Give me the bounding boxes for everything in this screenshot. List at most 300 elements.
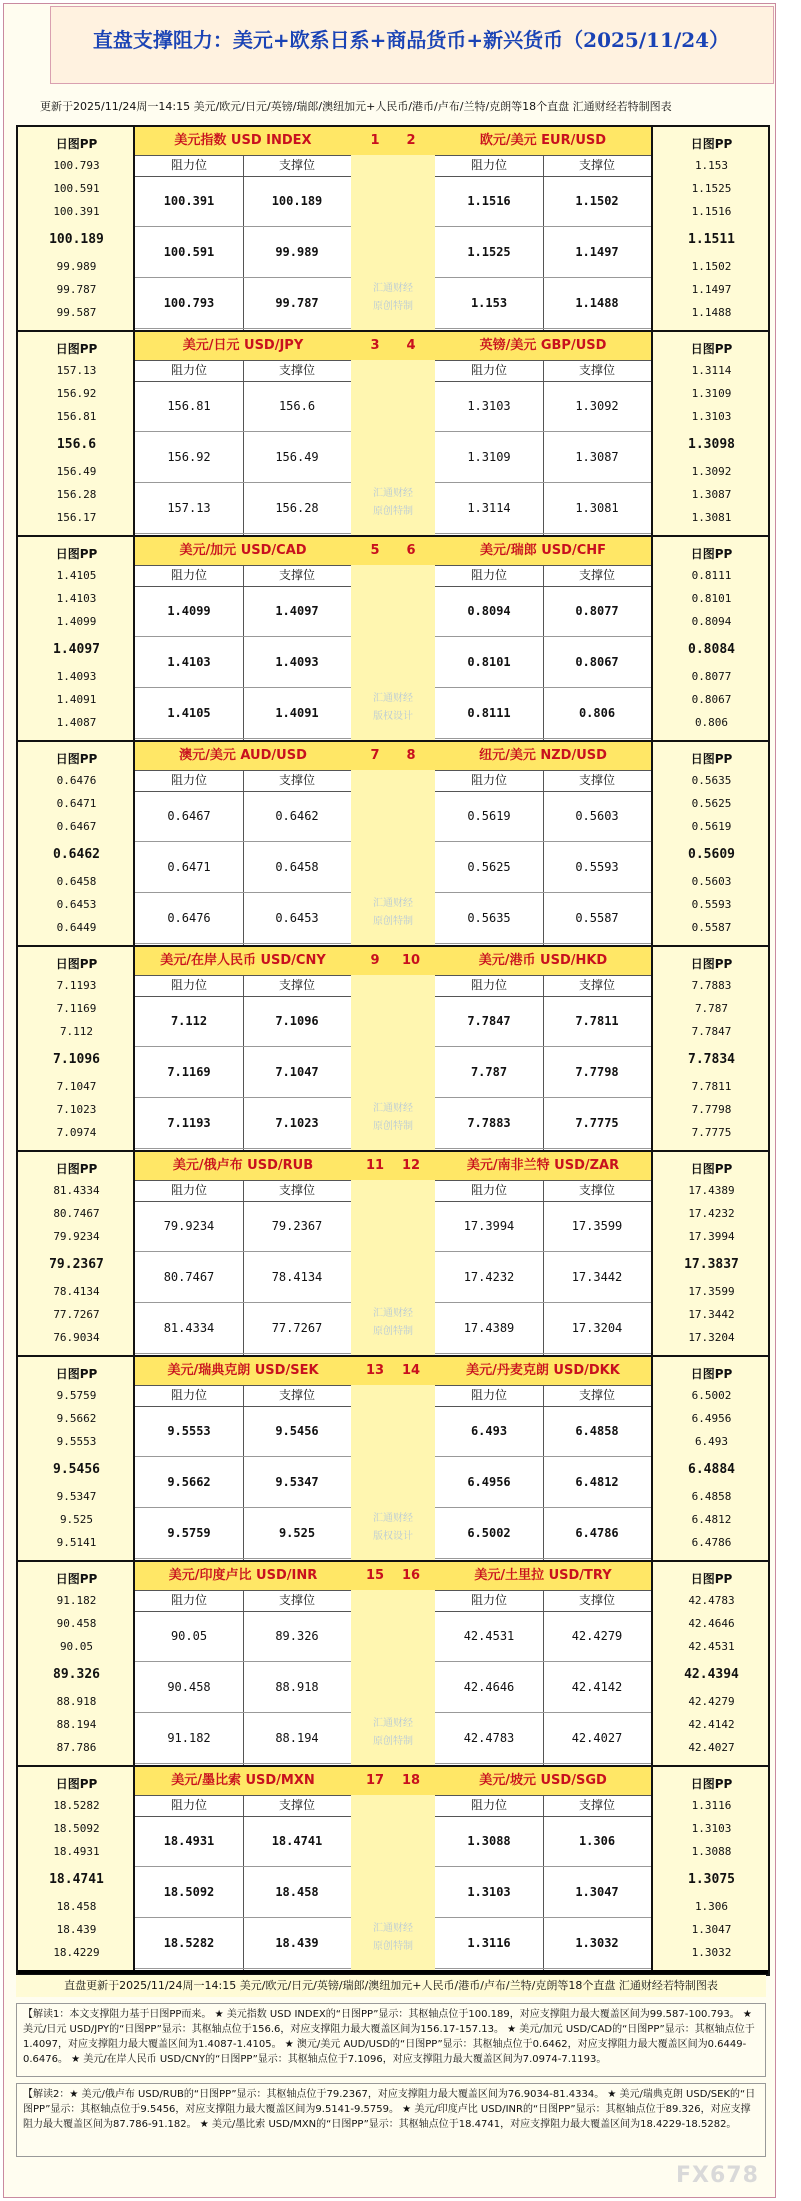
support-value: 1.3081 bbox=[543, 484, 651, 534]
left-pp-column bbox=[18, 1152, 135, 1355]
pp-level-value: 9.5141 bbox=[56, 1536, 97, 1549]
footer-band: 直盘更新于2025/11/24周一14:15 美元/欧元/日元/英镑/瑞郎/澳纽加元+人民币/港币/卢布/兰特/克朗等18个直盘 汇通财经若特制图表 bbox=[16, 1975, 766, 1997]
watermark-line: 汇通财经 bbox=[373, 693, 413, 704]
right-pair-box bbox=[435, 1152, 651, 1355]
resistance-value: 0.6476 bbox=[135, 894, 243, 944]
note-2: 【解读2：★ 美元/俄卢布 USD/RUB的“日图PP”显示：其枢轴点位于79.2367，对应支撑阻力最大覆盖区间为76.9034-81.4334。 ★ 美元/瑞典克朗 USD/SEK的“日图PP”显示：其枢轴点位于9.5456，对应支撑阻力最大覆盖区间为9.5141-9.5759。 ★ 美元/印度卢比 USD/INR的“日图PP”显示：其枢轴点位于89.326，对应支撑阻力最大覆盖区间为87.786-91.182。 ★ 美元/墨比索 USD/MXN的“日图PP”显示：其枢轴点位于18.4741，对应支撑阻力最大覆盖区间为18.4229-18.5282。 bbox=[16, 2083, 766, 2157]
support-header: 支撑位 bbox=[543, 565, 651, 587]
pp-pivot-value: 0.6462 bbox=[53, 847, 100, 862]
resistance-value: 17.4389 bbox=[435, 1304, 543, 1354]
pp-level-value: 157.13 bbox=[56, 364, 97, 377]
pair-name: 美元/日元 USD/JPY bbox=[135, 332, 351, 361]
support-value: 7.7798 bbox=[543, 1048, 651, 1098]
left-pp-column bbox=[18, 947, 135, 1150]
resistance-value: 7.112 bbox=[135, 997, 243, 1047]
pp-label: 日图PP bbox=[690, 342, 733, 356]
pair-name: 美元/土里拉 USD/TRY bbox=[435, 1562, 651, 1591]
support-value: 42.4027 bbox=[543, 1714, 651, 1764]
pp-level-value: 0.6453 bbox=[56, 898, 97, 911]
support-value: 1.306 bbox=[543, 1817, 651, 1867]
right-pair-box bbox=[435, 742, 651, 945]
pp-level-value: 1.3116 bbox=[691, 1799, 732, 1812]
resistance-value: 6.4956 bbox=[435, 1458, 543, 1508]
pp-level-value: 79.9234 bbox=[53, 1230, 100, 1243]
pp-level-value: 1.3114 bbox=[691, 364, 732, 377]
support-value: 0.5587 bbox=[543, 894, 651, 944]
pp-level-value: 0.5587 bbox=[691, 921, 732, 934]
watermark-line: 原创特制 bbox=[373, 1121, 413, 1132]
resistance-value: 0.6471 bbox=[135, 843, 243, 893]
resistance-header: 阻力位 bbox=[435, 770, 543, 792]
resistance-value: 90.05 bbox=[135, 1612, 243, 1662]
support-value: 1.3047 bbox=[543, 1868, 651, 1918]
watermark-line: 汇通财经 bbox=[373, 283, 413, 294]
pp-pivot-value: 7.7834 bbox=[688, 1052, 735, 1067]
pair-name: 澳元/美元 AUD/USD bbox=[135, 742, 351, 771]
right-pair-box bbox=[435, 537, 651, 740]
resistance-value: 1.3116 bbox=[435, 1919, 543, 1969]
support-value: 18.4741 bbox=[243, 1817, 351, 1867]
pair-numbers bbox=[351, 332, 435, 360]
pp-pivot-value: 1.4097 bbox=[53, 642, 100, 657]
resistance-value: 7.7847 bbox=[435, 997, 543, 1047]
pp-level-value: 42.4783 bbox=[688, 1594, 735, 1607]
left-pair-box bbox=[135, 537, 351, 740]
resistance-value: 42.4531 bbox=[435, 1612, 543, 1662]
pair-name: 美元/坡元 USD/SGD bbox=[435, 1767, 651, 1796]
pair-number-right: 12 bbox=[401, 1158, 421, 1173]
pp-label: 日图PP bbox=[690, 137, 733, 151]
pp-level-value: 18.4931 bbox=[53, 1845, 100, 1858]
center-column bbox=[351, 1767, 435, 1970]
pp-level-value: 0.6471 bbox=[56, 797, 97, 810]
support-header: 支撑位 bbox=[543, 1180, 651, 1202]
resistance-header: 阻力位 bbox=[435, 565, 543, 587]
pp-level-value: 0.806 bbox=[694, 716, 729, 729]
support-value: 1.1497 bbox=[543, 228, 651, 278]
resistance-value: 81.4334 bbox=[135, 1304, 243, 1354]
resistance-header: 阻力位 bbox=[135, 975, 243, 997]
left-pp-column bbox=[18, 537, 135, 740]
resistance-value: 1.153 bbox=[435, 279, 543, 329]
pp-level-value: 6.4812 bbox=[691, 1513, 732, 1526]
resistance-value: 80.7467 bbox=[135, 1253, 243, 1303]
pp-pivot-value: 1.3075 bbox=[688, 1872, 735, 1887]
fx678-logo: FX678 bbox=[676, 2163, 759, 2188]
resistance-header: 阻力位 bbox=[135, 360, 243, 382]
resistance-value: 9.5662 bbox=[135, 1458, 243, 1508]
pair-number-left: 5 bbox=[370, 543, 380, 558]
pp-level-value: 0.6467 bbox=[56, 820, 97, 833]
resistance-value: 91.182 bbox=[135, 1714, 243, 1764]
support-value: 0.6458 bbox=[243, 843, 351, 893]
pp-level-value: 1.4091 bbox=[56, 693, 97, 706]
resistance-value: 9.5759 bbox=[135, 1509, 243, 1559]
resistance-header: 阻力位 bbox=[435, 975, 543, 997]
watermark-line: 汇通财经 bbox=[373, 1718, 413, 1729]
pp-level-value: 156.92 bbox=[56, 387, 97, 400]
support-value: 6.4812 bbox=[543, 1458, 651, 1508]
support-value: 1.4093 bbox=[243, 638, 351, 688]
pair-name: 英镑/美元 GBP/USD bbox=[435, 332, 651, 361]
support-value: 1.4091 bbox=[243, 689, 351, 739]
support-value: 79.2367 bbox=[243, 1202, 351, 1252]
pp-level-value: 7.787 bbox=[694, 1002, 729, 1015]
pair-block bbox=[18, 742, 768, 945]
pp-level-value: 0.5603 bbox=[691, 875, 732, 888]
pp-pivot-value: 89.326 bbox=[53, 1667, 100, 1682]
right-pp-column bbox=[651, 1152, 768, 1355]
pair-numbers bbox=[351, 537, 435, 565]
pp-level-value: 7.1047 bbox=[56, 1080, 97, 1093]
support-value: 0.5603 bbox=[543, 792, 651, 842]
pp-level-value: 1.3047 bbox=[691, 1923, 732, 1936]
support-value: 17.3599 bbox=[543, 1202, 651, 1252]
pp-level-value: 90.05 bbox=[59, 1640, 94, 1653]
right-pp-column bbox=[651, 332, 768, 535]
pp-level-value: 1.3109 bbox=[691, 387, 732, 400]
pp-pivot-value: 79.2367 bbox=[49, 1257, 104, 1272]
support-value: 18.458 bbox=[243, 1868, 351, 1918]
resistance-value: 1.3103 bbox=[435, 1868, 543, 1918]
pp-level-value: 80.7467 bbox=[53, 1207, 100, 1220]
pp-level-value: 42.4646 bbox=[688, 1617, 735, 1630]
resistance-value: 1.1525 bbox=[435, 228, 543, 278]
pair-number-left: 9 bbox=[370, 953, 380, 968]
resistance-value: 6.5002 bbox=[435, 1509, 543, 1559]
pp-level-value: 7.1193 bbox=[56, 979, 97, 992]
pp-label: 日图PP bbox=[690, 1572, 733, 1586]
support-value: 77.7267 bbox=[243, 1304, 351, 1354]
pair-name: 美元指数 USD INDEX bbox=[135, 127, 351, 156]
pair-numbers bbox=[351, 1767, 435, 1795]
pp-pivot-value: 17.3837 bbox=[684, 1257, 739, 1272]
support-value: 17.3442 bbox=[543, 1253, 651, 1303]
resistance-header: 阻力位 bbox=[135, 565, 243, 587]
pp-level-value: 6.4956 bbox=[691, 1412, 732, 1425]
pp-level-value: 18.439 bbox=[56, 1923, 97, 1936]
pp-label: 日图PP bbox=[55, 957, 98, 971]
pp-label: 日图PP bbox=[55, 547, 98, 561]
pp-level-value: 6.4786 bbox=[691, 1536, 732, 1549]
pp-level-value: 156.28 bbox=[56, 488, 97, 501]
pp-label: 日图PP bbox=[55, 1572, 98, 1586]
resistance-value: 156.92 bbox=[135, 433, 243, 483]
support-value: 7.7775 bbox=[543, 1099, 651, 1149]
support-value: 88.918 bbox=[243, 1663, 351, 1713]
resistance-value: 1.4103 bbox=[135, 638, 243, 688]
pp-level-value: 1.4105 bbox=[56, 569, 97, 582]
right-pair-box bbox=[435, 127, 651, 330]
pair-number-right: 6 bbox=[406, 543, 416, 558]
right-pair-box bbox=[435, 1767, 651, 1970]
support-value: 1.3032 bbox=[543, 1919, 651, 1969]
resistance-header: 阻力位 bbox=[135, 1795, 243, 1817]
pp-label: 日图PP bbox=[690, 752, 733, 766]
pp-pivot-value: 100.189 bbox=[49, 232, 104, 247]
pp-level-value: 1.1502 bbox=[691, 260, 732, 273]
pp-pivot-value: 0.8084 bbox=[688, 642, 735, 657]
support-header: 支撑位 bbox=[243, 1590, 351, 1612]
resistance-value: 1.3103 bbox=[435, 382, 543, 432]
pp-level-value: 76.9034 bbox=[53, 1331, 100, 1344]
pp-level-value: 1.1525 bbox=[691, 182, 732, 195]
support-header: 支撑位 bbox=[243, 1385, 351, 1407]
pp-level-value: 0.5635 bbox=[691, 774, 732, 787]
watermark-line: 原创特制 bbox=[373, 1326, 413, 1337]
pp-level-value: 99.787 bbox=[56, 283, 97, 296]
pp-level-value: 7.1169 bbox=[56, 1002, 97, 1015]
pp-pivot-value: 156.6 bbox=[56, 437, 97, 452]
support-value: 156.28 bbox=[243, 484, 351, 534]
pp-level-value: 7.112 bbox=[59, 1025, 94, 1038]
pp-level-value: 9.5662 bbox=[56, 1412, 97, 1425]
resistance-value: 0.8094 bbox=[435, 587, 543, 637]
support-value: 99.787 bbox=[243, 279, 351, 329]
pp-level-value: 17.4389 bbox=[688, 1184, 735, 1197]
pp-level-value: 42.4027 bbox=[688, 1741, 735, 1754]
support-header: 支撑位 bbox=[243, 565, 351, 587]
pp-level-value: 17.3442 bbox=[688, 1308, 735, 1321]
pair-number-left: 1 bbox=[370, 133, 380, 148]
pp-label: 日图PP bbox=[690, 957, 733, 971]
pp-level-value: 9.5553 bbox=[56, 1435, 97, 1448]
pp-level-value: 156.17 bbox=[56, 511, 97, 524]
pair-number-left: 7 bbox=[370, 748, 380, 763]
pp-level-value: 7.7775 bbox=[691, 1126, 732, 1139]
pp-level-value: 78.4134 bbox=[53, 1285, 100, 1298]
resistance-value: 0.8101 bbox=[435, 638, 543, 688]
pp-level-value: 1.3092 bbox=[691, 465, 732, 478]
support-header: 支撑位 bbox=[543, 360, 651, 382]
resistance-header: 阻力位 bbox=[135, 155, 243, 177]
pp-level-value: 9.525 bbox=[59, 1513, 94, 1526]
pair-block bbox=[18, 1767, 768, 1970]
right-pair-box bbox=[435, 332, 651, 535]
center-column bbox=[351, 537, 435, 740]
pair-name: 美元/港币 USD/HKD bbox=[435, 947, 651, 976]
left-pair-box bbox=[135, 1767, 351, 1970]
resistance-value: 17.4232 bbox=[435, 1253, 543, 1303]
pp-level-value: 100.793 bbox=[53, 159, 100, 172]
pp-label: 日图PP bbox=[690, 547, 733, 561]
resistance-value: 0.5625 bbox=[435, 843, 543, 893]
support-value: 100.189 bbox=[243, 177, 351, 227]
resistance-value: 7.1169 bbox=[135, 1048, 243, 1098]
pp-level-value: 100.391 bbox=[53, 205, 100, 218]
pp-level-value: 0.8077 bbox=[691, 670, 732, 683]
center-column bbox=[351, 332, 435, 535]
left-pp-column bbox=[18, 742, 135, 945]
pp-level-value: 88.194 bbox=[56, 1718, 97, 1731]
support-header: 支撑位 bbox=[243, 1795, 351, 1817]
left-pp-column bbox=[18, 1357, 135, 1560]
support-value: 0.8077 bbox=[543, 587, 651, 637]
resistance-value: 18.5282 bbox=[135, 1919, 243, 1969]
pp-level-value: 0.5619 bbox=[691, 820, 732, 833]
pp-label: 日图PP bbox=[690, 1367, 733, 1381]
resistance-value: 7.787 bbox=[435, 1048, 543, 1098]
support-value: 1.3092 bbox=[543, 382, 651, 432]
center-column bbox=[351, 947, 435, 1150]
left-pair-box bbox=[135, 332, 351, 535]
pp-pivot-value: 0.5609 bbox=[688, 847, 735, 862]
pair-block bbox=[18, 1152, 768, 1355]
support-header: 支撑位 bbox=[543, 155, 651, 177]
center-column bbox=[351, 742, 435, 945]
pair-number-left: 17 bbox=[365, 1773, 385, 1788]
pp-level-value: 1.3103 bbox=[691, 410, 732, 423]
pp-level-value: 1.1516 bbox=[691, 205, 732, 218]
resistance-value: 18.5092 bbox=[135, 1868, 243, 1918]
resistance-value: 79.9234 bbox=[135, 1202, 243, 1252]
pp-level-value: 1.4099 bbox=[56, 615, 97, 628]
pp-level-value: 6.4858 bbox=[691, 1490, 732, 1503]
pp-level-value: 1.1497 bbox=[691, 283, 732, 296]
pp-level-value: 42.4142 bbox=[688, 1718, 735, 1731]
pair-name: 纽元/美元 NZD/USD bbox=[435, 742, 651, 771]
pp-level-value: 17.3204 bbox=[688, 1331, 735, 1344]
resistance-value: 156.81 bbox=[135, 382, 243, 432]
watermark-line: 原创特制 bbox=[373, 1736, 413, 1747]
left-pair-box bbox=[135, 1152, 351, 1355]
right-pair-box bbox=[435, 947, 651, 1150]
right-pair-box bbox=[435, 1562, 651, 1765]
support-value: 9.5347 bbox=[243, 1458, 351, 1508]
support-value: 1.3087 bbox=[543, 433, 651, 483]
pp-level-value: 17.4232 bbox=[688, 1207, 735, 1220]
pair-name: 美元/加元 USD/CAD bbox=[135, 537, 351, 566]
pp-level-value: 0.8111 bbox=[691, 569, 732, 582]
pp-label: 日图PP bbox=[55, 1367, 98, 1381]
pair-name: 美元/丹麦克朗 USD/DKK bbox=[435, 1357, 651, 1386]
pair-block bbox=[18, 332, 768, 535]
support-value: 6.4858 bbox=[543, 1407, 651, 1457]
left-pair-box bbox=[135, 1357, 351, 1560]
resistance-header: 阻力位 bbox=[435, 1795, 543, 1817]
resistance-header: 阻力位 bbox=[135, 770, 243, 792]
support-header: 支撑位 bbox=[243, 975, 351, 997]
note-1: 【解读1：本文支撑阻力基于日图PP而来。 ★ 美元指数 USD INDEX的“日图PP”显示：其枢轴点位于100.189，对应支撑阻力最大覆盖区间为99.587-100.793。 ★ 美元/日元 USD/JPY的“日图PP”显示：其枢轴点位于156.6，对应支撑阻力最大覆盖区间为156.17-157.13。 ★ 美元/加元 USD/CAD的“日图PP”显示：其枢轴点位于1.4097，对应支撑阻力最大覆盖区间为1.4087-1.4105。 ★ 澳元/美元 AUD/USD的“日图PP”显示：其枢轴点位于0.6462，对应支撑阻力最大覆盖区间为0.6449-0.6476。 ★ 美元/在岸人民币 USD/CNY的“日图PP”显示：其枢轴点位于7.1096，对应支撑阻力最大覆盖区间为7.0974-7.1193。 bbox=[16, 2003, 766, 2077]
left-pair-box bbox=[135, 947, 351, 1150]
left-pp-column bbox=[18, 1767, 135, 1970]
pair-number-right: 18 bbox=[401, 1773, 421, 1788]
pair-numbers bbox=[351, 947, 435, 975]
pp-label: 日图PP bbox=[55, 1162, 98, 1176]
pair-name: 美元/在岸人民币 USD/CNY bbox=[135, 947, 351, 976]
pp-level-value: 1.3087 bbox=[691, 488, 732, 501]
pp-level-value: 156.81 bbox=[56, 410, 97, 423]
watermark-line: 原创特制 bbox=[373, 506, 413, 517]
watermark-line: 原创特制 bbox=[373, 916, 413, 927]
pair-block bbox=[18, 537, 768, 740]
right-pp-column bbox=[651, 537, 768, 740]
resistance-value: 157.13 bbox=[135, 484, 243, 534]
pp-level-value: 7.0974 bbox=[56, 1126, 97, 1139]
pp-level-value: 17.3599 bbox=[688, 1285, 735, 1298]
support-value: 0.5593 bbox=[543, 843, 651, 893]
resistance-header: 阻力位 bbox=[435, 1180, 543, 1202]
center-column bbox=[351, 1562, 435, 1765]
page-title: 直盘支撑阻力：美元+欧系日系+商品货币+新兴货币（2025/11/24） bbox=[92, 28, 730, 52]
pp-pivot-value: 42.4394 bbox=[684, 1667, 739, 1682]
left-pair-box bbox=[135, 127, 351, 330]
pp-level-value: 0.5593 bbox=[691, 898, 732, 911]
support-value: 1.4097 bbox=[243, 587, 351, 637]
support-header: 支撑位 bbox=[543, 1590, 651, 1612]
pp-pivot-value: 18.4741 bbox=[49, 1872, 104, 1887]
pair-name: 美元/瑞郎 USD/CHF bbox=[435, 537, 651, 566]
resistance-header: 阻力位 bbox=[435, 1385, 543, 1407]
support-value: 7.1047 bbox=[243, 1048, 351, 1098]
support-header: 支撑位 bbox=[543, 1385, 651, 1407]
pp-level-value: 99.587 bbox=[56, 306, 97, 319]
pp-level-value: 0.8094 bbox=[691, 615, 732, 628]
pp-level-value: 7.1023 bbox=[56, 1103, 97, 1116]
resistance-header: 阻力位 bbox=[135, 1590, 243, 1612]
resistance-header: 阻力位 bbox=[435, 155, 543, 177]
watermark-line: 版权设计 bbox=[373, 711, 413, 722]
resistance-value: 1.3109 bbox=[435, 433, 543, 483]
support-value: 7.7811 bbox=[543, 997, 651, 1047]
right-pair-box bbox=[435, 1357, 651, 1560]
pp-level-value: 9.5347 bbox=[56, 1490, 97, 1503]
right-pp-column bbox=[651, 947, 768, 1150]
pair-name: 美元/俄卢布 USD/RUB bbox=[135, 1152, 351, 1181]
pp-level-value: 0.8067 bbox=[691, 693, 732, 706]
resistance-value: 0.8111 bbox=[435, 689, 543, 739]
pp-level-value: 7.7798 bbox=[691, 1103, 732, 1116]
watermark-line: 汇通财经 bbox=[373, 488, 413, 499]
left-pp-column bbox=[18, 127, 135, 330]
resistance-value: 1.3114 bbox=[435, 484, 543, 534]
support-value: 156.6 bbox=[243, 382, 351, 432]
pp-level-value: 6.493 bbox=[694, 1435, 729, 1448]
pp-label: 日图PP bbox=[55, 137, 98, 151]
resistance-header: 阻力位 bbox=[435, 360, 543, 382]
pp-label: 日图PP bbox=[690, 1162, 733, 1176]
support-value: 78.4134 bbox=[243, 1253, 351, 1303]
page-subtitle: 更新于2025/11/24周一14:15 美元/欧元/日元/英镑/瑞郎/澳纽加元+人民币/港币/卢布/兰特/克朗等18个直盘 汇通财经若特制图表 bbox=[40, 100, 672, 113]
pair-number-right: 2 bbox=[406, 133, 416, 148]
pp-level-value: 91.182 bbox=[56, 1594, 97, 1607]
support-value: 0.6453 bbox=[243, 894, 351, 944]
pair-name: 美元/墨比索 USD/MXN bbox=[135, 1767, 351, 1796]
support-value: 18.439 bbox=[243, 1919, 351, 1969]
support-value: 6.4786 bbox=[543, 1509, 651, 1559]
resistance-value: 42.4783 bbox=[435, 1714, 543, 1764]
pp-level-value: 18.4229 bbox=[53, 1946, 100, 1959]
pair-number-left: 11 bbox=[365, 1158, 385, 1173]
pp-level-value: 0.6449 bbox=[56, 921, 97, 934]
pp-level-value: 1.1488 bbox=[691, 306, 732, 319]
resistance-value: 1.3088 bbox=[435, 1817, 543, 1867]
pair-numbers bbox=[351, 1152, 435, 1180]
watermark-line: 汇通财经 bbox=[373, 1513, 413, 1524]
pair-number-left: 13 bbox=[365, 1363, 385, 1378]
resistance-value: 18.4931 bbox=[135, 1817, 243, 1867]
watermark-line: 汇通财经 bbox=[373, 1103, 413, 1114]
pp-level-value: 7.7883 bbox=[691, 979, 732, 992]
right-pp-column bbox=[651, 127, 768, 330]
center-column bbox=[351, 127, 435, 330]
pp-level-value: 90.458 bbox=[56, 1617, 97, 1630]
left-pp-column bbox=[18, 332, 135, 535]
pp-level-value: 1.3032 bbox=[691, 1946, 732, 1959]
support-value: 7.1023 bbox=[243, 1099, 351, 1149]
pair-number-right: 10 bbox=[401, 953, 421, 968]
pair-block bbox=[18, 1562, 768, 1765]
